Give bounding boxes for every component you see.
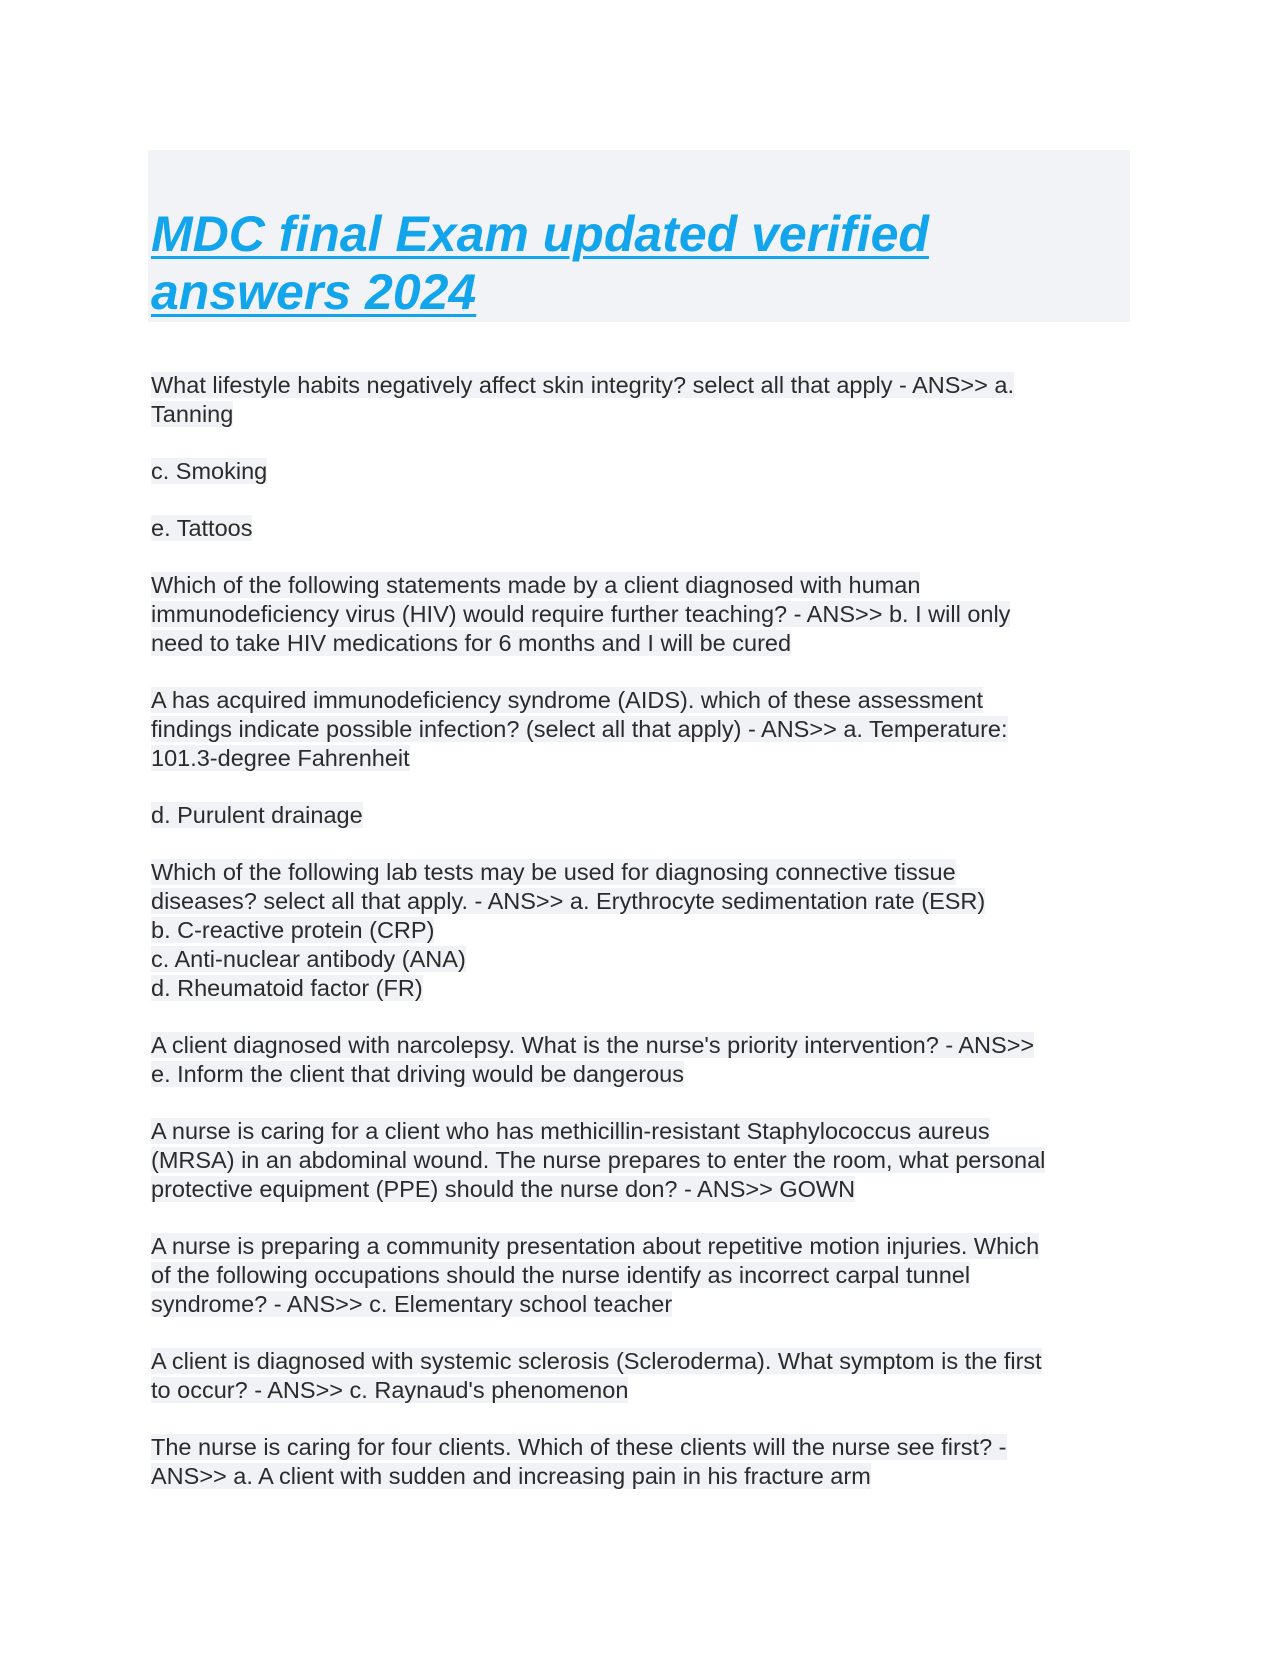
- question-text: What lifestyle habits negatively affect skin integrity? select all that apply - ANS>> a.: [151, 372, 1014, 398]
- qa-item-4: Which of the following lab tests may be used for diagnosing connective tissue diseases? select all that apply. - ANS>> a. Erythrocyte sedimentation rate (ESR) b. C-reactive protein (CRP) c. Anti-nuclear antibody (ANA) d. Rheumatoid factor (FR): [151, 859, 986, 1001]
- answer-text: Tanning: [151, 401, 234, 427]
- qa-item-1: [151, 371, 1131, 429]
- qa-item-6: A nurse is caring for a client who has methicillin-resistant Staphylococcus aureus (MRSA) in an abdominal wound. The nurse prepares to enter the room, what personal protective equipment (PPE) should the nurse don? - ANS>> GOWN: [151, 1118, 1046, 1202]
- document-body: [151, 371, 1131, 1519]
- qa-item-5: A client diagnosed with narcolepsy. What is the nurse's priority intervention? - ANS>> e. Inform the client that driving would be dangerous: [151, 1032, 1035, 1087]
- document-title: [151, 205, 1111, 321]
- qa-item-9: The nurse is caring for four clients. Which of these clients will the nurse see first? - ANS>> a. A client with sudden and increasing pain in his fracture arm: [151, 1434, 1007, 1489]
- title-line-2: answers 2024: [151, 264, 477, 320]
- qa-item-7: A nurse is preparing a community presentation about repetitive motion injuries. Which of the following occupations should the nurse identify as incorrect carpal tunnel syndrome? - ANS>> c. Elementary school teacher: [151, 1233, 1040, 1317]
- qa-item-8: A client is diagnosed with systemic sclerosis (Scleroderma). What symptom is the first to occur? - ANS>> c. Raynaud's phenomenon: [151, 1348, 1042, 1403]
- qa-item-3: A has acquired immunodeficiency syndrome (AIDS). which of these assessment findings indicate possible infection? (select all that apply) - ANS>> a. Temperature: 101.3-degree Fahrenheit: [151, 687, 1008, 771]
- answer-option: e. Tattoos: [151, 515, 253, 541]
- qa-item-2: Which of the following statements made by a client diagnosed with human immunodeficiency virus (HIV) would require further teaching? - ANS>> b. I will only need to take HIV medications for 6 months and I will be cured: [151, 572, 1011, 656]
- title-line-1: MDC final Exam updated verified: [151, 206, 929, 262]
- answer-option: c. Smoking: [151, 458, 268, 484]
- answer-option: d. Purulent drainage: [151, 802, 363, 828]
